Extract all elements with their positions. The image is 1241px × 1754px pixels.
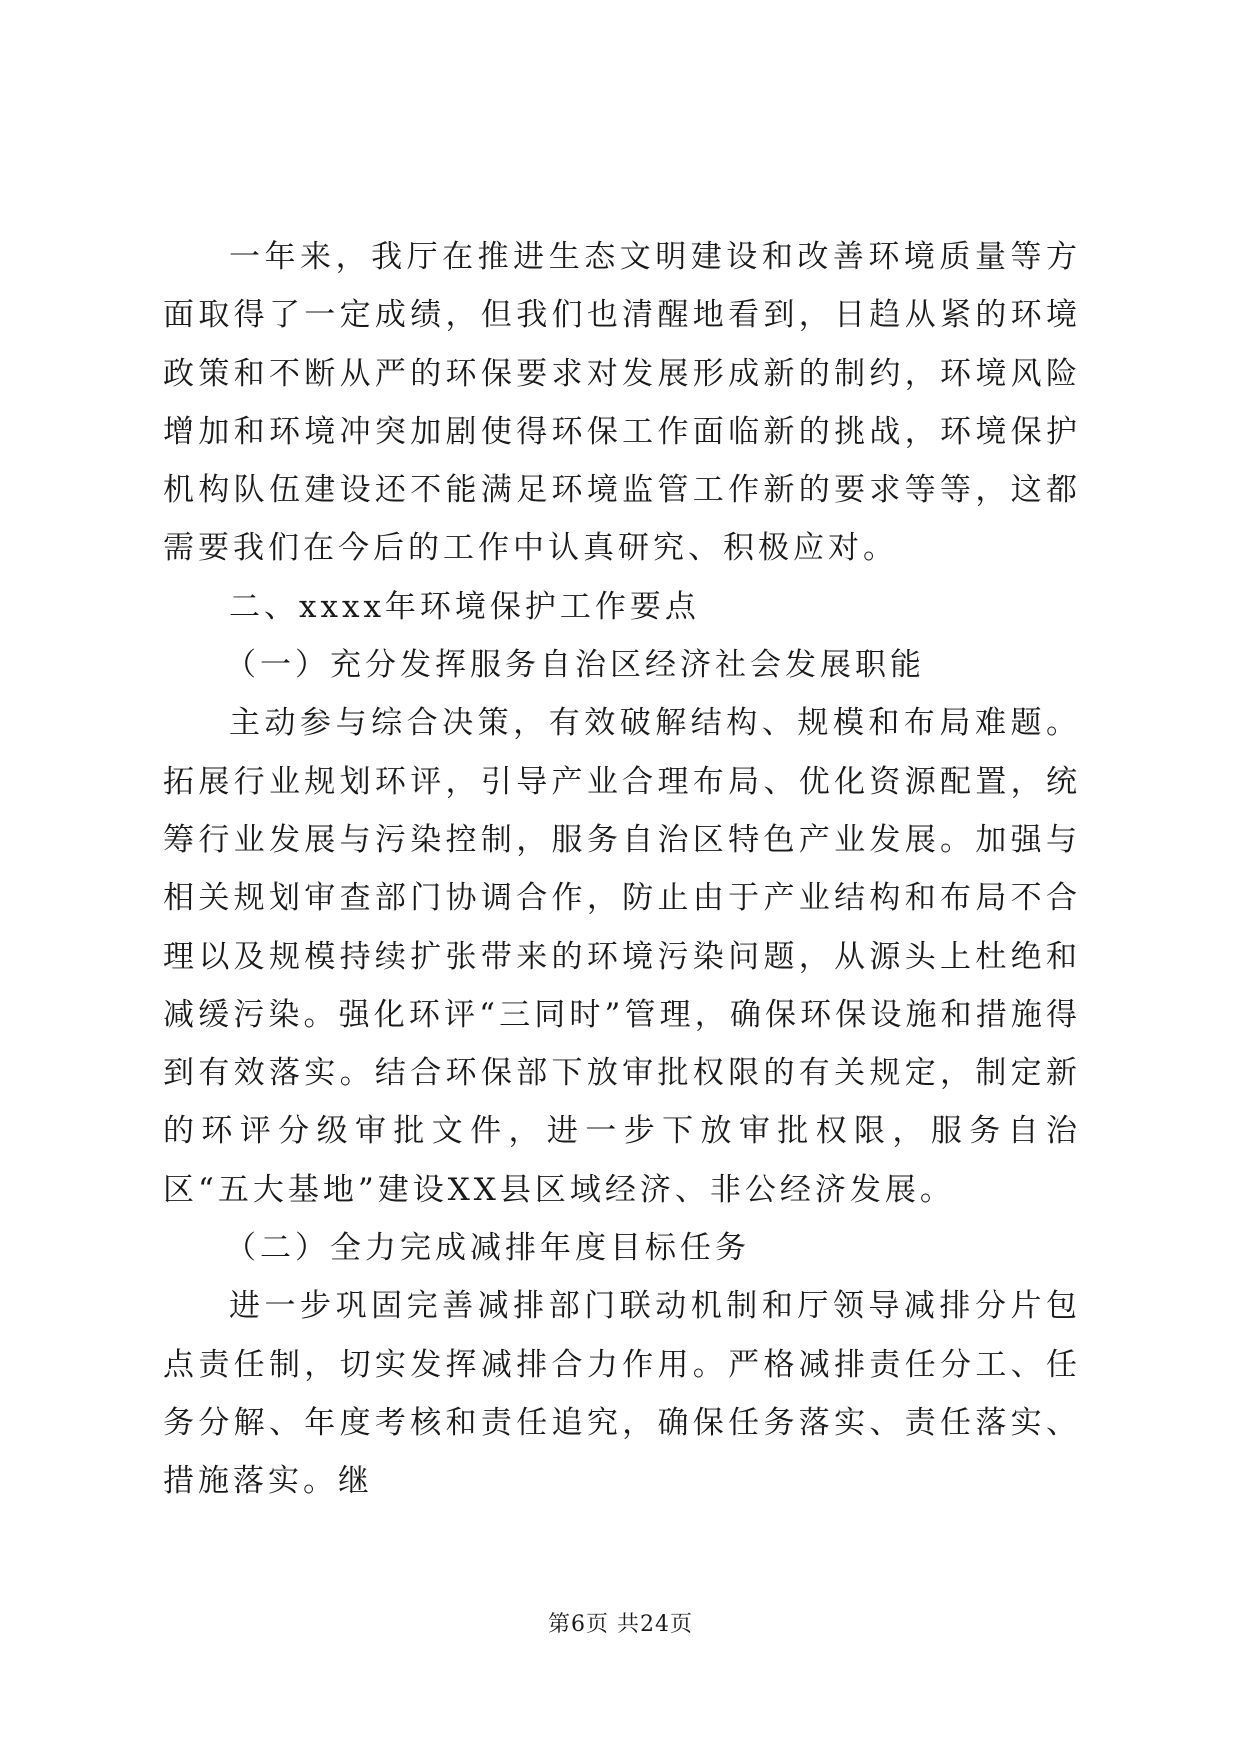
subsection-heading-2: （二）全力完成减排年度目标任务 [225,1230,750,1267]
subsection-heading-1: （一）充分发挥服务自治区经济社会发展职能 [225,647,925,684]
section-heading: 二、xxxx年环境保护工作要点 [229,588,700,625]
document-body [163,228,1081,1511]
page-number-footer: 第6页 共24页 [548,1612,693,1637]
paragraph-summary: 一年来，我厅在推进生态文明建设和改善环境质量等方面取得了一定成绩，但我们也清醒地看到，日趋从紧的环境政策和不断从严的环保要求对发展形成新的制约，环境风险增加和环境冲突加剧使得环保工作面临新的挑战，环境保护机构队伍建设还不能满足环境监管工作新的要求等等，这都需要我们在今后的工作中认真研究、积极应对。 [163,239,1081,567]
paragraph-emission-reduction: 进一步巩固完善减排部门联动机制和厅领导减排分片包点责任制，切实发挥减排合力作用。严格减排责任分工、任务分解、年度考核和责任追究，确保任务落实、责任落实、措施落实。继 [163,1288,1081,1500]
paragraph-service: 主动参与综合决策，有效破解结构、规模和布局难题。拓展行业规划环评，引导产业合理布局、优化资源配置，统筹行业发展与污染控制，服务自治区特色产业发展。加强与相关规划审查部门协调合作，防止由于产业结构和布局不合理以及规模持续扩张带来的环境污染问题，从源头上杜绝和减缓污染。强化环评“三同时”管理，确保环保设施和措施得到有效落实。结合环保部下放审批权限的有关规定，制定新的环评分级审批文件，进一步下放审批权限，服务自治区“五大基地”建设XX县区域经济、非公经济发展。 [163,705,1081,1208]
